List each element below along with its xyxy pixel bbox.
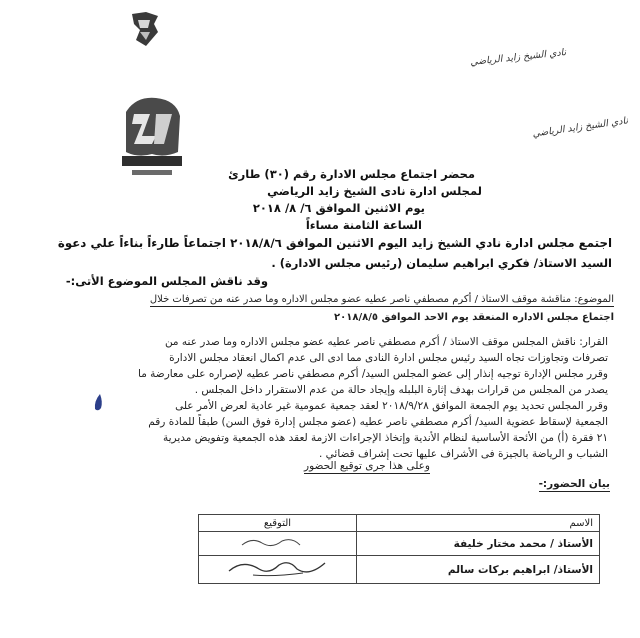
signature-cell	[199, 556, 357, 584]
decision-line-5: وقرر المجلس تحديد يوم الجمعة الموافق ٢٠١٨/٩/٢٨ لعقد جمعية عمومية غير عادية لعرض الأمر على	[175, 400, 608, 412]
attendees-label: بيان الحضور:-	[538, 478, 610, 490]
intro-line-2: السيد الاستاذ/ فكري ابراهيم سليمان (رئيس مجلس الادارة) .	[271, 256, 612, 270]
decision-line-3: وقرر مجلس الإدارة توجيه إنذار إلى عضو المجلس السيد/ أكرم مصطفي ناصر عطيه لإصراره على معارضة ما	[138, 368, 608, 380]
club-stamp-top: نادي الشيخ زايد الرياضي	[469, 46, 567, 69]
decision-line-6: الجمعية لإسقاط عضوية السيد/ أكرم مصطفي ناصر عطيه (عضو مجلس إدارة فوق السن) طبقاً للمادة رقم	[148, 416, 608, 428]
attendee-name: الأستاذ/ ابراهيم بركات سالم	[357, 556, 600, 584]
board-subtitle: لمجلس ادارة نادى الشيخ زايد الرياضي	[267, 184, 482, 198]
decision-line-2: تصرفات وتجاوزات تجاه السيد رئيس مجلس ادارة النادى مما ادى الى عدم اكمال انعقاد مجلس الادارة	[169, 352, 608, 364]
club-logo	[116, 92, 188, 182]
ink-mark	[92, 393, 104, 413]
handwritten-signature-2	[223, 557, 333, 579]
meeting-date: يوم الاثنين الموافق ٦/ ٨/ ٢٠١٨	[252, 201, 425, 215]
club-logo-small	[128, 10, 162, 50]
subject-line-1: الموضوع: مناقشة موقف الاستاذ / أكرم مصطفي ناصر عطيه عضو مجلس الاداره وما صدر عنه من تصرفات خلال	[149, 294, 614, 305]
handwritten-signature-1	[238, 533, 318, 551]
decision-line-4: يصدر من المجلس من قرارات بهدف إثارة البلبله وإيجاد حالة من عدم الاستقرار داخل المجلس .	[194, 384, 608, 396]
signature-cell	[199, 532, 357, 556]
subject-line-2: اجتماع مجلس الاداره المنعقد يوم الاحد الموافق ٢٠١٨/٨/٥	[334, 312, 614, 323]
closing-note: وعلى هذا جرى توقيع الحضور	[304, 460, 430, 472]
col-signature-header: التوقيع	[199, 515, 357, 532]
attendee-name: الأستاذ / محمد مختار خليفة	[357, 532, 600, 556]
signatures-table	[198, 514, 600, 584]
agenda-intro: وقد ناقش المجلس الموضوع الأتى:-	[65, 274, 268, 288]
minutes-title: محضر اجتماع مجلس الادارة رقم (٣٠) طارئ	[228, 167, 475, 181]
signatures-header-row	[199, 515, 600, 532]
meeting-time: الساعة الثامنة مساءاً	[305, 218, 422, 232]
col-name-header: الاسم	[357, 515, 600, 532]
decision-line-8: الشباب و الرياضة بالجيزة فى الأشراف عليها تحت إشراف قضائي .	[319, 448, 608, 460]
table-row	[199, 532, 600, 556]
decision-line-7: ٢١ فقرة (أ) من الأئحة الأساسية لنظام الأندية وإتخاذ الإجراءات الازمة لعقد هذه الجمعية وتفويض مديرية	[162, 432, 608, 444]
table-row	[199, 556, 600, 584]
club-stamp-middle: نادي الشيخ زايد الرياضي	[531, 115, 629, 140]
decision-line-1: القرار: ناقش المجلس موقف الاستاذ / أكرم مصطفي ناصر عطيه عضو مجلس الاداره وما صدر عنه من	[164, 336, 608, 348]
intro-line-1: اجتمع مجلس ادارة نادي الشيخ زايد اليوم الاثنين الموافق ٢٠١٨/٨/٦ اجتماعاً طارءاً بناءاً علي دعوة	[57, 236, 612, 250]
